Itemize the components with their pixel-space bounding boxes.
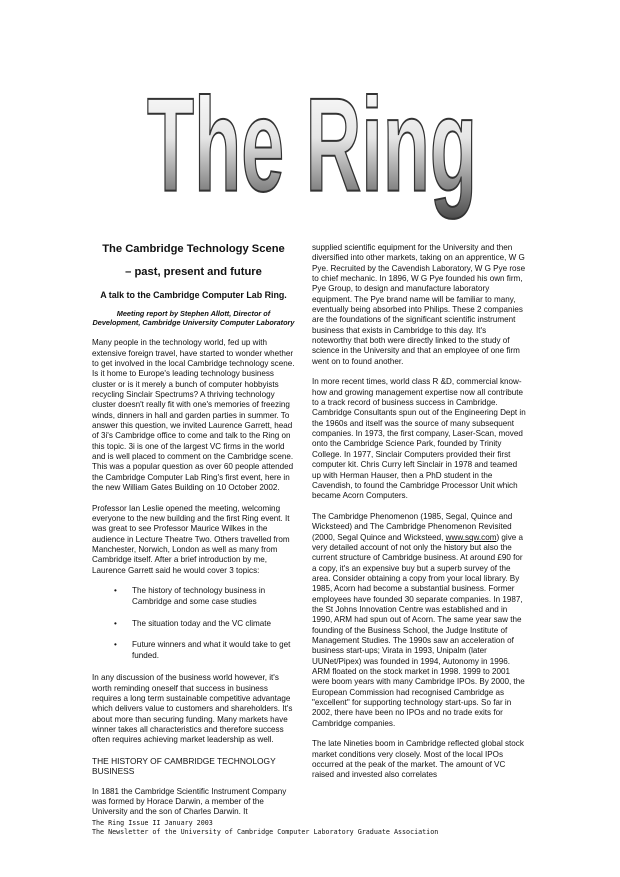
footer-issue: The Ring Issue II January 2003 [92,819,213,827]
paragraph: supplied scientific equipment for the University and then diversified into other markets, taking on an apprentice, W G Pye. Recruited by the Cavendish Laboratory, W G Pye rose to chief mechanic. In 1896, W G Pye founded his own firm, Pye Group, to design and manufacture laboratory equipment. The Pye brand name will be familiar to many, eventually being absorbed into Philips. These 2 companies are the foundations of the significant scientific instrument business that exists in Cambridge to this day. It's noteworthy that both were directly linked to the study of science in the University and that an employee of one firm went on to found another. [312,243,526,366]
bullet-icon: • [114,586,117,596]
masthead-logo [140,62,485,220]
paragraph: In any discussion of the business world however, it's worth reminding oneself that success in business requires a long term sustainable competitive advantage which delivers value to customers and shareholders. It's about more than securing funding. Many markets have winner takes all characteristics and therefore success often requires achieving market leadership as well. [92,673,293,745]
paragraph: In more recent times, world class R &D, commercial know-how and growing management expertise now all contribute to a track record of business success in Cambridge. Cambridge Consultants spun out of the Engineering Dept in the 1960s and itself was the source of many subsequent companies. In 1973, the first company, Laser-Scan, moved onto the Cambridge Science Park, founded by Trinity College. In 1977, Sinclair Computers provided their first computer kit. Chris Curry left Sinclair in 1978 and teamed up with Herman Hauser, then a PhD student in the Cavendish, to found the Cambridge Processor Unit which became Acorn Computers. [312,377,526,501]
paragraph: The late Nineties boom in Cambridge reflected global stock market conditions very closely. Most of the local IPOs occurred at the peak of the market. The amount of VC raised and invested also correlates [312,739,524,780]
article-subtitle: A talk to the Cambridge Computer Lab Ring. [100,289,287,300]
footer-newsletter: The Newsletter of the University of Cambridge Computer Laboratory Graduate Association [92,827,439,836]
list-item: • The situation today and the VC climate [114,618,272,628]
masthead-title: The Ring [146,70,477,220]
bullet-icon: • [114,618,117,628]
section-heading: THE HISTORY OF CAMBRIDGE TECHNOLOGY BUSINESS [92,755,276,777]
sqw-link[interactable]: www.sqw.com [445,532,497,542]
topic-list [92,586,295,661]
page-footer [92,819,552,836]
article-byline: Meeting report by Stephen Allott, Director of Development, Cambridge University Computer Laboratory [92,309,295,328]
paragraph: In 1881 the Cambridge Scientific Instrument Company was formed by Horace Darwin, a member of the University and the son of Charles Darwin. It [92,786,287,817]
article-title-line1: The Cambridge Technology Scene [102,243,285,255]
list-item: • Future winners and what it would take to get funded. [114,640,291,660]
paragraph: Professor Ian Leslie opened the meeting, welcoming everyone to the new building and the first Ring event. It was great to see Professor Maurice Wilkes in the audience in Lecture Theatre Two. Others travelled from Manchester, Norwich, London as well as many from Cambridge itself. After a brief introduction by me, Laurence Garrett said he would cover 3 topics: [92,503,290,575]
left-column [92,243,295,828]
bullet-icon: • [114,640,117,650]
paragraph: The Cambridge Phenomenon (1985, Segal, Quince and Wicksteed) and The Cambridge Phenomenon Revisited (2000, Segal Quince and Wicksteed, www.sqw.com) give a very detailed account of not only the history but also the current structure of Cambridge business. At around £90 for a copy, it's an expensive buy but a superb survey of the area. Consider obtaining a copy from your local library. By 1985, Acorn had become a substantial business. Former employees have founded 30 separate companies. In 1987, the St Johns Innovation Centre was established and in 1990, ARM had spun out of Acorn. The same year saw the founding of the Business School, the Judge Institute of Management Studies. The 1990s saw an acceleration of business start-ups; Virata in 1993, Unipalm (later UUNet/Pipex) was founded in 1994, Autonomy in 1996. ARM floated on the stock market in 1998. 1999 to 2001 were boom years with many Cambridge IPOs. By 2000, the European Commission had recognised Cambridge as "excellent" for supporting technology start-ups. So far in 2002, there have been no IPOs and no trade exits for Cambridge companies. [312,511,525,728]
list-item: • The history of technology business in Cambridge and some case studies [114,586,266,606]
paragraph: Many people in the technology world, fed up with extensive foreign travel, have started to wonder whether to get involved in the local Cambridge technology scene. Is it home to Europe's leading technology business cluster or is it merely a bunch of computer hobbyists recycling Sinclair Spectrums? A thriving technology cluster doesn't really fit with one's memories of freezing winds, dinners in hall and garden parties in summer. To answer this question, we invited Laurence Garrett, head of 3i's Cambridge office to come and talk to the Ring on this topic. 3i is one of the largest VC firms in the world and is well placed to comment on the Cambridge scene. This was a popular question as over 60 people attended the Cambridge Computer Lab Ring's first event, here in the new William Gates Building on 10 October 2002. [92,338,295,493]
article-title-line2: – past, present and future [125,266,262,279]
right-column [312,243,527,791]
